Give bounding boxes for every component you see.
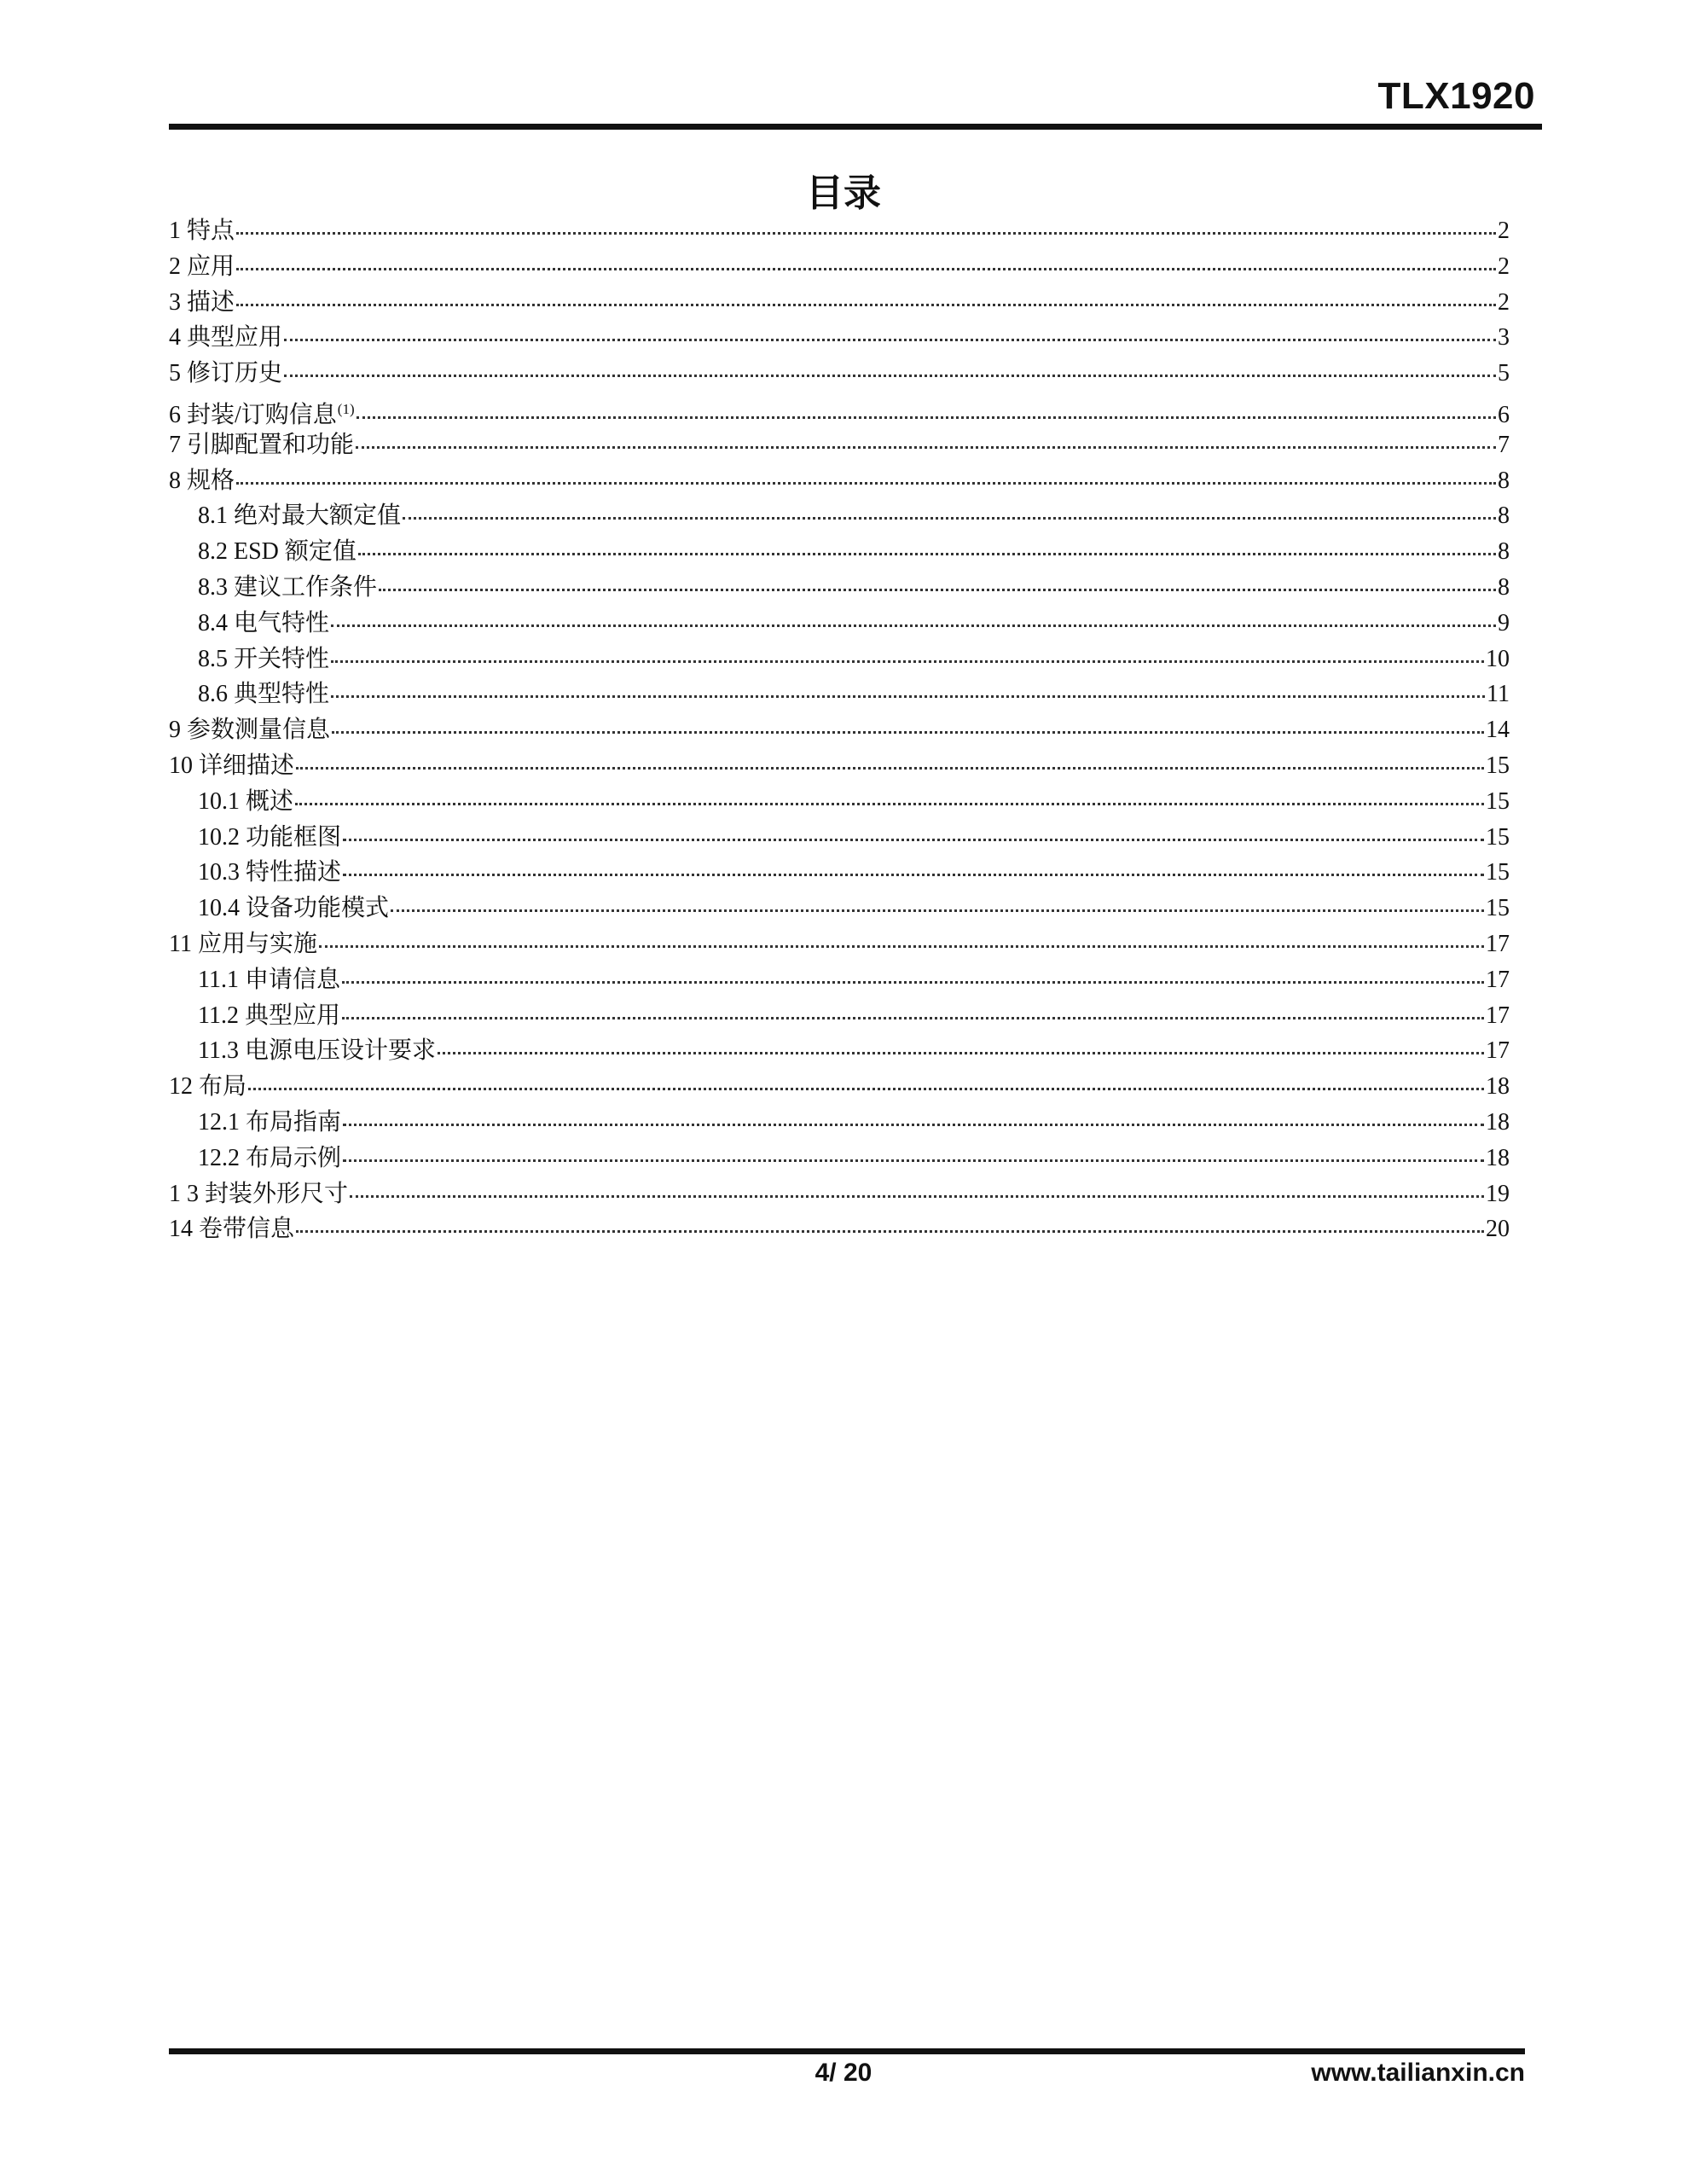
toc-dot-leader <box>379 588 1496 591</box>
toc-dot-leader <box>295 802 1484 805</box>
toc-entry-label <box>198 891 389 926</box>
toc-page-number: 6 <box>1498 401 1510 428</box>
website-link[interactable]: www.tailianxin.cn <box>1311 2059 1525 2087</box>
toc-page-number: 17 <box>1486 1037 1510 1065</box>
toc-entry[interactable] <box>169 392 1510 427</box>
toc-page-number: 14 <box>1486 717 1510 744</box>
toc-entry[interactable] <box>169 855 1510 891</box>
toc-entry-label <box>169 926 317 962</box>
toc-page-number: 18 <box>1486 1108 1510 1136</box>
toc-page-number: 8 <box>1498 467 1510 494</box>
toc-entry-label <box>198 998 340 1034</box>
toc-dot-leader <box>284 374 1496 377</box>
toc-dot-leader <box>356 445 1496 449</box>
toc-dot-leader <box>403 516 1496 520</box>
toc-entry[interactable] <box>169 677 1510 712</box>
toc-entry[interactable] <box>169 427 1510 463</box>
footer-divider <box>169 2048 1525 2054</box>
page-number: 4/ 20 <box>815 2059 872 2087</box>
toc-entry[interactable] <box>169 712 1510 748</box>
toc-page-number: 19 <box>1486 1180 1510 1207</box>
toc-entry-label-text: 14 卷带信息 <box>169 1216 295 1243</box>
toc-entry-label <box>198 784 293 820</box>
toc-entry[interactable] <box>169 784 1510 820</box>
toc-dot-leader <box>358 552 1496 555</box>
toc-entry-label-text: 1 特点 <box>169 218 235 244</box>
toc-page-number: 5 <box>1498 360 1510 387</box>
toc-entry[interactable] <box>169 463 1510 499</box>
toc-entry-label <box>198 1105 341 1141</box>
toc-entry-label-text: 1 3 封装外形尺寸 <box>169 1180 349 1207</box>
toc-page-number: 17 <box>1486 966 1510 993</box>
toc-entry-label <box>169 1211 294 1247</box>
toc-page-number: 8 <box>1498 538 1510 566</box>
toc-entry-label-text: 11.2 典型应用 <box>198 1002 340 1029</box>
toc-page-number: 17 <box>1486 930 1510 957</box>
toc-entry[interactable] <box>169 1211 1510 1247</box>
toc-entry[interactable] <box>169 570 1510 606</box>
toc-entry[interactable] <box>169 891 1510 926</box>
toc-entry[interactable] <box>169 356 1510 392</box>
toc-entry-label <box>169 712 330 748</box>
toc-dot-leader <box>284 338 1496 341</box>
toc-entry-label <box>169 249 235 285</box>
toc-entry[interactable] <box>169 820 1510 856</box>
toc-entry-label-text: 12 布局 <box>169 1073 247 1101</box>
toc-dot-leader <box>342 1016 1484 1019</box>
toc-entry-label <box>198 498 401 534</box>
toc-entry-label-text: 2 应用 <box>169 253 235 280</box>
toc-entry[interactable] <box>169 534 1510 570</box>
toc-entry-label-text: 8.2 ESD 额定值 <box>198 538 357 566</box>
toc-dot-leader <box>343 1159 1484 1162</box>
toc-entry[interactable] <box>169 998 1510 1034</box>
toc-entry-label-text: 12.2 布局示例 <box>198 1144 342 1171</box>
toc-entry-label-text: 12.1 布局指南 <box>198 1108 342 1136</box>
toc-entry-label-text: 8.5 开关特性 <box>198 645 330 672</box>
toc-entry-label <box>169 427 354 463</box>
toc-entry[interactable] <box>169 320 1510 356</box>
toc-entry-label-text: 10.1 概述 <box>198 787 294 815</box>
toc-page-number: 11 <box>1487 681 1510 708</box>
toc-entry-label-text: 11.1 申请信息 <box>198 966 340 993</box>
toc-dot-leader <box>236 303 1496 306</box>
toc-entry[interactable] <box>169 285 1510 321</box>
toc-entry[interactable] <box>169 1176 1510 1212</box>
toc-entry-label-text: 10.4 设备功能模式 <box>198 895 390 922</box>
toc-entry[interactable] <box>169 498 1510 534</box>
toc-entry-label-text: 4 典型应用 <box>169 324 283 351</box>
toc-entry-label-text: 6 封装/订购信息 <box>169 401 337 428</box>
toc-entry-label <box>169 1069 246 1105</box>
toc-dot-leader <box>236 231 1496 235</box>
toc-page-number: 20 <box>1486 1216 1510 1243</box>
toc-page-number: 15 <box>1486 895 1510 922</box>
toc-entry-label <box>198 534 357 570</box>
toc-entry-label <box>198 606 329 642</box>
toc-page-number: 10 <box>1486 645 1510 672</box>
toc-entry-label <box>198 570 377 606</box>
toc-dot-leader <box>332 730 1484 734</box>
toc-entry-label <box>198 820 341 856</box>
toc-page-number: 8 <box>1498 502 1510 530</box>
toc-entry-label <box>169 356 282 392</box>
toc-dot-leader <box>438 1051 1484 1054</box>
toc-dot-leader <box>391 909 1484 912</box>
toc-entry[interactable] <box>169 962 1510 998</box>
toc-dot-leader <box>343 838 1484 841</box>
toc-heading: 目录 <box>806 171 881 215</box>
toc-entry[interactable] <box>169 926 1510 962</box>
toc-entry[interactable] <box>169 1105 1510 1141</box>
toc-dot-leader <box>343 1123 1484 1126</box>
toc-dot-leader <box>319 944 1484 948</box>
toc-entry[interactable] <box>169 1069 1510 1105</box>
toc-dot-leader <box>331 659 1484 663</box>
toc-entry-label <box>198 1141 341 1176</box>
toc-entry-label <box>169 463 235 499</box>
toc-page-number: 18 <box>1486 1144 1510 1171</box>
toc-entry[interactable] <box>169 748 1510 784</box>
toc-page-number: 8 <box>1498 573 1510 601</box>
toc-entry-label-text: 5 修订历史 <box>169 360 283 387</box>
toc-entry-label <box>198 962 340 998</box>
toc-entry-label <box>169 285 235 321</box>
toc-dot-leader <box>331 694 1485 698</box>
toc-entry-label-text: 11.3 电源电压设计要求 <box>198 1037 436 1065</box>
toc-entry[interactable] <box>169 606 1510 642</box>
toc-page-number: 9 <box>1498 609 1510 636</box>
toc-page-number: 15 <box>1486 823 1510 851</box>
toc-dot-leader <box>296 766 1484 770</box>
header-divider <box>169 124 1542 130</box>
table-of-contents <box>169 213 1510 1247</box>
toc-entry-label <box>169 748 294 784</box>
toc-dot-leader <box>331 624 1496 627</box>
toc-dot-leader <box>236 481 1496 485</box>
toc-page-number: 3 <box>1498 324 1510 351</box>
toc-dot-leader <box>236 267 1496 270</box>
toc-dot-leader <box>248 1087 1484 1090</box>
toc-footnote-marker: (1) <box>337 400 355 417</box>
toc-entry-label-text: 10 详细描述 <box>169 752 295 779</box>
toc-page-number: 15 <box>1486 859 1510 886</box>
toc-entry[interactable] <box>169 1033 1510 1069</box>
toc-page-number: 15 <box>1486 752 1510 779</box>
toc-page-number: 2 <box>1498 218 1510 244</box>
toc-page-number: 7 <box>1498 431 1510 458</box>
toc-entry-label <box>169 320 282 356</box>
toc-dot-leader <box>350 1194 1484 1198</box>
toc-entry-label-text: 8.4 电气特性 <box>198 609 330 636</box>
toc-entry[interactable] <box>169 249 1510 285</box>
toc-entry-label-text: 10.2 功能框图 <box>198 823 342 851</box>
toc-entry-label <box>198 677 329 712</box>
toc-page-number: 2 <box>1498 253 1510 280</box>
toc-entry-label-text: 8.6 典型特性 <box>198 681 330 708</box>
toc-dot-leader <box>357 415 1496 419</box>
toc-entry-label-text: 3 描述 <box>169 288 235 316</box>
toc-entry-label-text: 8.3 建议工作条件 <box>198 573 378 601</box>
toc-entry-label <box>198 1033 436 1069</box>
toc-entry-label-text: 8.1 绝对最大额定值 <box>198 502 402 530</box>
toc-dot-leader <box>343 873 1484 876</box>
toc-page-number: 18 <box>1486 1073 1510 1101</box>
toc-entry-label <box>169 213 235 249</box>
toc-entry-label-text: 8 规格 <box>169 467 235 494</box>
toc-dot-leader <box>296 1229 1484 1233</box>
toc-entry-label-text: 10.3 特性描述 <box>198 859 342 886</box>
toc-entry-label <box>198 642 329 677</box>
toc-entry[interactable] <box>169 213 1510 249</box>
toc-page-number: 2 <box>1498 288 1510 316</box>
toc-page-number: 15 <box>1486 787 1510 815</box>
toc-entry[interactable] <box>169 1141 1510 1176</box>
toc-dot-leader <box>342 980 1484 984</box>
toc-entry-label-text: 7 引脚配置和功能 <box>169 431 355 458</box>
toc-entry[interactable] <box>169 642 1510 677</box>
toc-entry-label <box>169 1176 348 1212</box>
document-title: TLX1920 <box>1377 75 1535 117</box>
toc-entry-label-text: 11 应用与实施 <box>169 930 317 957</box>
toc-entry-label-text: 9 参数测量信息 <box>169 717 331 744</box>
toc-page-number: 17 <box>1486 1002 1510 1029</box>
toc-entry-label <box>198 855 341 891</box>
